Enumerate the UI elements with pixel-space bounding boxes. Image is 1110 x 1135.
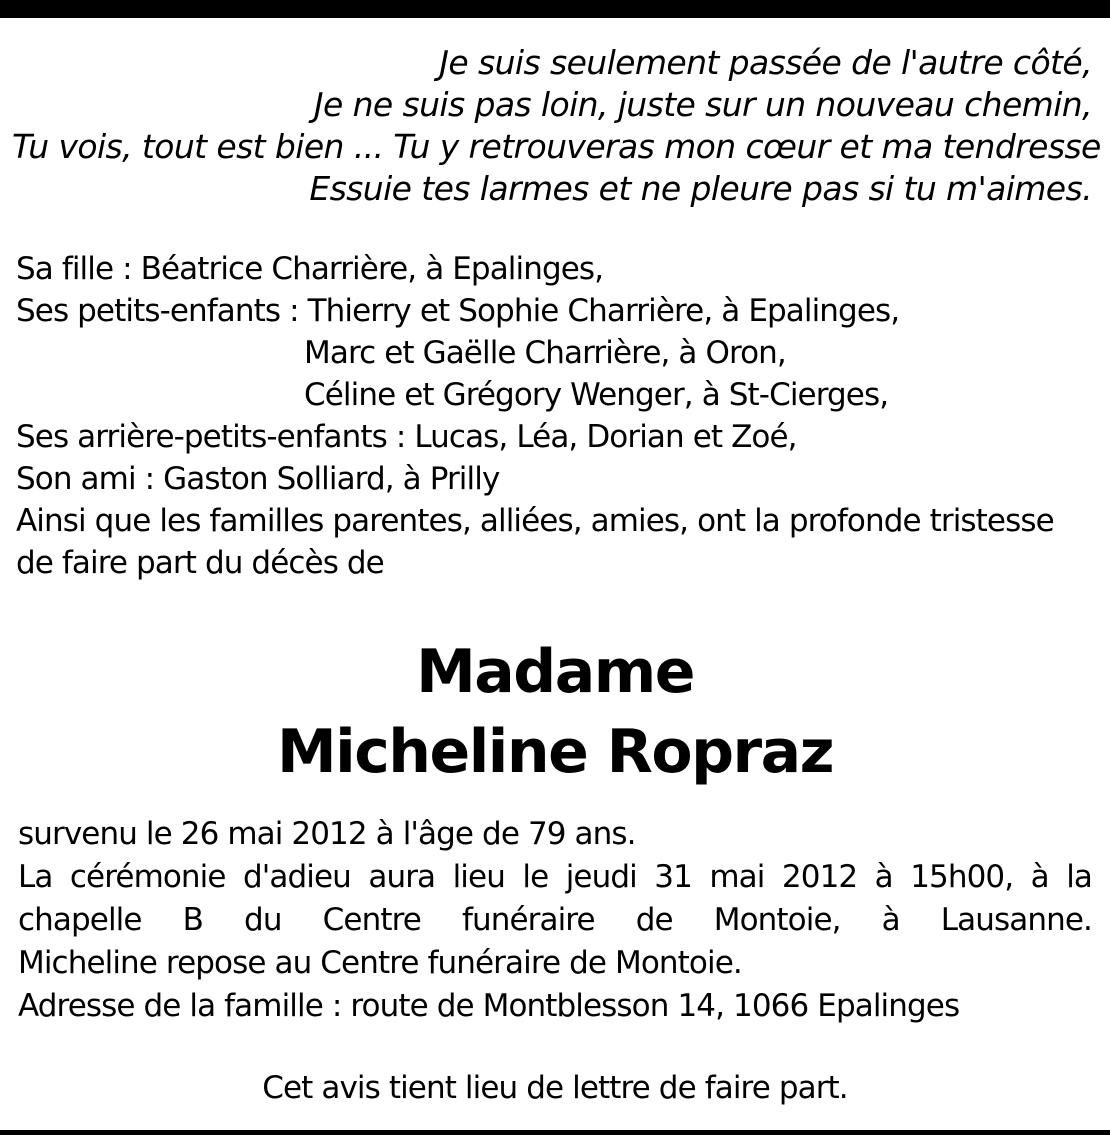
family-announcement: de faire part du décès de: [16, 545, 384, 581]
family-list: [16, 248, 1096, 584]
poem-line: Essuie tes larmes et ne pleure pas si tu m'aimes.: [309, 169, 1092, 208]
ceremony-details: [18, 813, 1092, 1028]
poem-line: Je suis seulement passée de l'autre côté,: [439, 43, 1092, 82]
poem-line: Tu vois, tout est bien ... Tu y retrouveras mon cœur et ma tendresse: [12, 127, 1101, 166]
ceremony-line: La cérémonie d'adieu aura lieu le jeudi 31 mai 2012 à 15h00, à la: [18, 859, 1092, 895]
poem: [12, 42, 1101, 210]
family-announcement: Ainsi que les familles parentes, alliées, amies, ont la profonde tristesse: [16, 503, 1054, 539]
family-great-grandchildren: Ses arrière-petits-enfants : Lucas, Léa, Dorian et Zoé,: [16, 419, 797, 455]
deceased-name: Micheline Ropraz: [276, 717, 834, 787]
bottom-border-rule: [0, 1130, 1110, 1135]
family-daughter: Sa fille : Béatrice Charrière, à Epalinges,: [16, 251, 604, 287]
rest-place-line: Micheline repose au Centre funéraire de Montoie.: [18, 945, 742, 981]
top-border-rule: [0, 0, 1110, 18]
date-age-line: survenu le 26 mai 2012 à l'âge de 79 ans.: [18, 816, 636, 852]
family-address-line: Adresse de la famille : route de Montblesson 14, 1066 Epalinges: [18, 988, 960, 1024]
family-grandchildren-cont: Céline et Grégory Wenger, à St-Cierges,: [304, 377, 889, 413]
poem-line: Je ne suis pas loin, juste sur un nouveau chemin,: [313, 85, 1092, 124]
family-grandchildren-cont: Marc et Gaëlle Charrière, à Oron,: [304, 335, 786, 371]
deceased-name-block: [0, 632, 1110, 792]
closing-note: Cet avis tient lieu de lettre de faire part.: [262, 1070, 848, 1106]
deceased-title: Madame: [416, 637, 694, 707]
ceremony-line: chapelle B du Centre funéraire de Montoie, à Lausanne.: [18, 902, 1092, 938]
family-grandchildren: Ses petits-enfants : Thierry et Sophie Charrière, à Epalinges,: [16, 293, 900, 329]
family-friend: Son ami : Gaston Solliard, à Prilly: [16, 461, 500, 497]
